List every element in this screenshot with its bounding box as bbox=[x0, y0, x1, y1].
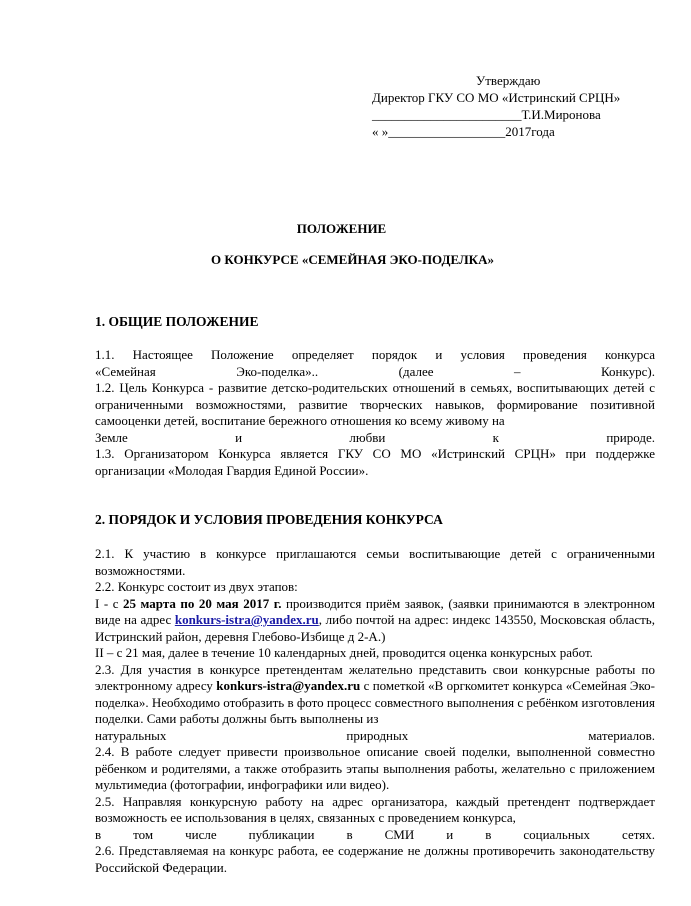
stage-1-post: , либо почтой на адрес: индекс 143550, Московская область, Истринский район, деревня Глебово-Избище д 2-А.) bbox=[95, 612, 655, 644]
clause-1-1a: 1.1. Настоящее Положение определяет порядок и условия проведения конкурса bbox=[95, 347, 655, 362]
approval-title: Утверждаю bbox=[476, 73, 541, 88]
stage-1-pre: I - с bbox=[95, 595, 123, 611]
section-2-heading: 2. ПОРЯДОК И УСЛОВИЯ ПРОВЕДЕНИЯ КОНКУРСА bbox=[95, 512, 443, 527]
stage-1-dates: 25 марта по 20 мая 2017 г. bbox=[122, 595, 282, 611]
clause-2-3-pre: 2.3. Для участия в конкурсе претендентам желательно представить свои конкурсные работы по электронному адресу bbox=[95, 661, 655, 693]
clause-1-3: 1.3. Организатором Конкурса является ГКУ СО МО «Истринский СРЦН» при поддержке организации «Молодая Гвардия Единой России». bbox=[95, 446, 655, 478]
clause-2-5a: 2.5. Направляя конкурсную работу на адрес организатора, каждый претендент подтверждает возможность ее использования в целях, связанных с проведением конкурса, bbox=[95, 793, 655, 825]
section-1-body bbox=[95, 347, 655, 479]
section-1-heading: 1. ОБЩИЕ ПОЛОЖЕНИЕ bbox=[95, 314, 259, 329]
clause-2-5b: в том числе публикации в СМИ и в социальных сетях. bbox=[95, 826, 655, 842]
section-2-body bbox=[95, 546, 655, 876]
clause-2-2: 2.2. Конкурс состоит из двух этапов: bbox=[95, 579, 298, 594]
approval-signature-line: _______________________Т.И.Миронова bbox=[372, 107, 601, 122]
clause-1-2a: 1.2. Цель Конкурса - развитие детско-родительских отношений в семьях, воспитывающих детей с ограниченными возможностями, развитие творческих навыков, формирование позитивной самооценки детей, воспитание бережного отношения ко всему живому на bbox=[95, 380, 655, 428]
stage-1-mid: производится приём заявок, (заявки принимаются в электронном виде на адрес bbox=[95, 595, 655, 627]
clause-2-6: 2.6. Представляемая на конкурс работа, ее содержание не должны противоречить законодательству Российской Федерации. bbox=[95, 843, 655, 875]
document-subtitle: О КОНКУРСЕ «СЕМЕЙНАЯ ЭКО-ПОДЕЛКА» bbox=[211, 252, 494, 267]
clause-2-1: 2.1. К участию в конкурсе приглашаются семьи воспитывающие детей с ограниченными возможностями. bbox=[95, 546, 655, 578]
clause-2-3-email: konkurs-istra@yandex.ru bbox=[216, 678, 361, 693]
clause-2-3-end: натуральных природных материалов. bbox=[95, 727, 655, 743]
approval-block bbox=[372, 72, 672, 140]
stage-2: II – с 21 мая, далее в течение 10 календарных дней, проводится оценка конкурсных работ. bbox=[95, 645, 593, 660]
clause-2-4: 2.4. В работе следует привести произвольное описание своей поделки, выполненной совместно рёбенком и родителями, а также отобразить этапы выполнения работы, желательно с приложением мультимедиа (фотографии, инфографики или видео). bbox=[95, 744, 655, 792]
clause-2-3-mid: с пометкой «В оргкомитет конкурса «Семейная Эко-поделка». Необходимо отобразить в фото процесс совместного выполнения с ребёнком изготовления поделки. Сами работы должны быть выполнены из bbox=[95, 678, 655, 726]
approval-date-line: « »__________________2017года bbox=[372, 124, 555, 139]
stage-1 bbox=[95, 596, 655, 646]
clause-1-2b: Земле и любви к природе. bbox=[95, 429, 655, 445]
approval-director: Директор ГКУ СО МО «Истринский СРЦН» bbox=[372, 90, 621, 105]
clause-1-1b: «Семейная Эко-поделка».. (далее – Конкурс). bbox=[95, 363, 655, 379]
document-title: ПОЛОЖЕНИЕ bbox=[296, 221, 387, 236]
email-link[interactable]: konkurs-istra@yandex.ru bbox=[174, 612, 319, 627]
clause-2-3 bbox=[95, 662, 655, 728]
